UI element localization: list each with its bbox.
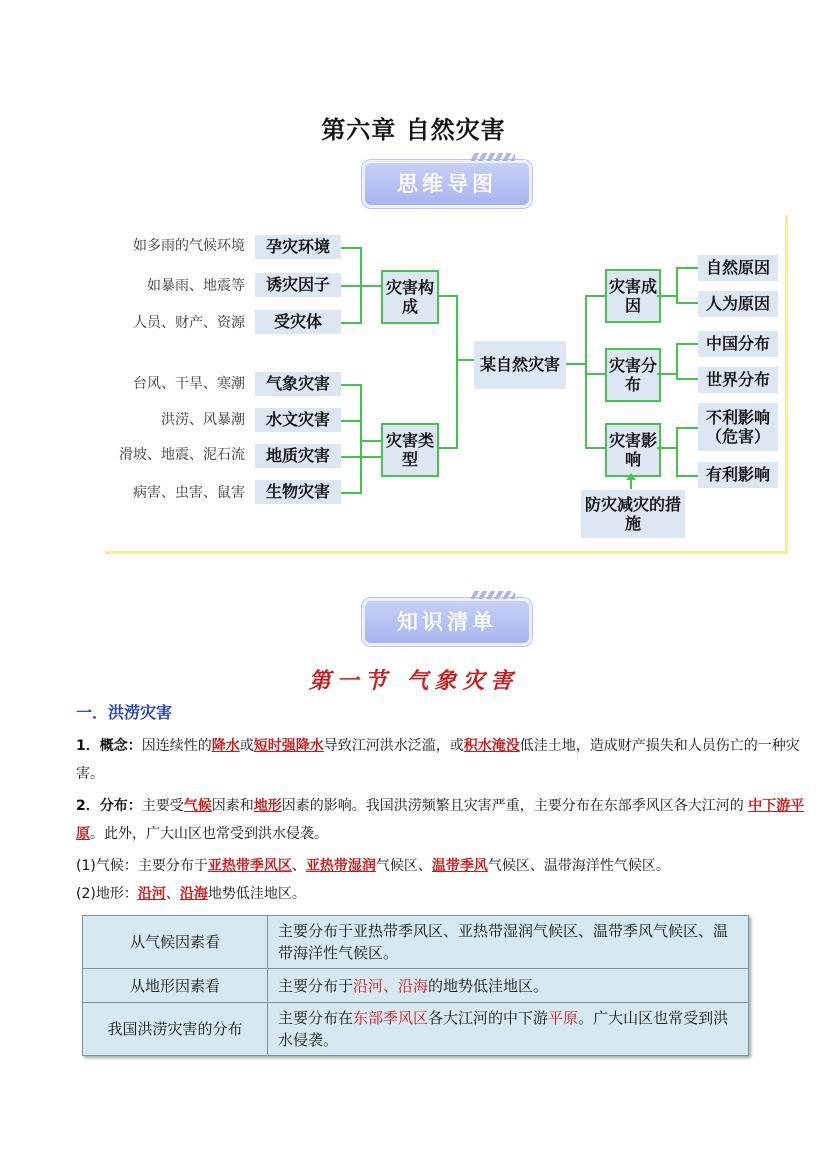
section-title: 第一节 气象灾害: [308, 668, 519, 694]
node-negative-impact: 不利影响（危害）: [698, 403, 778, 451]
concept-text-2: 或: [239, 738, 254, 754]
cell-text: 。广大山区也常受到洪水侵袭。: [278, 1009, 729, 1049]
table-cell-label: 我国洪涝灾害的分布: [83, 1003, 268, 1056]
node-impact: 灾害影响: [605, 423, 661, 477]
note-5: 洪涝、风暴潮: [161, 412, 245, 428]
mindmap-banner: [362, 160, 532, 208]
table-cell-label: 从气候因素看: [83, 916, 268, 969]
note-2: 如暴雨、地震等: [147, 278, 245, 294]
note-7: 病害、虫害、鼠害: [133, 485, 245, 501]
cell-highlight: 东部季风区: [353, 1009, 429, 1027]
cell-text: 主要分布在: [278, 1009, 354, 1027]
terrain-text-1: (2)地形：: [76, 886, 138, 902]
keyword-subtropical-humid: 亚热带湿润: [305, 858, 376, 874]
arrow-up-icon: [626, 473, 636, 480]
keyword-short-heavy-rain: 短时强降水: [253, 738, 324, 754]
distribution-text-2: 因素和: [211, 798, 254, 814]
note-4: 台风、干旱、寒潮: [133, 376, 245, 392]
concept-text-4: 低洼土地，造成财产损失和人员伤亡的一种灾害。: [76, 738, 800, 782]
keyword-terrain: 地形: [253, 798, 282, 814]
cell-highlight: 平原: [548, 1009, 579, 1027]
node-disaster-type: 灾害类型: [381, 423, 439, 477]
table-cell-label: 从地形因素看: [83, 969, 268, 1003]
climate-text-1: (1)气候：主要分布于: [76, 858, 208, 874]
node-natural-cause: 自然原因: [698, 255, 778, 281]
table-cell-content: [268, 969, 749, 1003]
paragraph-concept: [76, 732, 821, 788]
concept-lead: 1．概念：: [76, 738, 142, 754]
note-1: 如多雨的气候环境: [133, 238, 245, 254]
mind-map: [105, 215, 788, 554]
node-prevention: 防灾减灾的措施: [581, 490, 685, 538]
climate-text-3: 气候区、: [375, 858, 432, 874]
keyword-waterlogging: 积水淹没: [463, 738, 520, 754]
node-meteorological: 气象灾害: [255, 372, 341, 396]
knowledge-banner: [362, 598, 532, 646]
cell-text: 各大江河的中下游: [428, 1009, 549, 1027]
paragraph-climate: [76, 852, 821, 880]
node-world-distribution: 世界分布: [698, 367, 778, 393]
table-cell-content: [268, 1003, 749, 1056]
summary-table: [82, 915, 749, 1056]
node-china-distribution: 中国分布: [698, 331, 778, 357]
node-center: 某自然灾害: [474, 341, 566, 389]
table-row: [83, 1003, 749, 1056]
climate-text-4: 气候区、温带海洋性气候区。: [487, 858, 670, 874]
keyword-precipitation: 降水: [211, 738, 240, 754]
distribution-text-3: 因素的影响。我国洪涝频繁且灾害严重，主要分布在东部季风区各大江河的: [281, 798, 749, 814]
mindmap-banner-label: 思维导图: [397, 172, 497, 196]
paragraph-distribution: [76, 792, 821, 848]
node-trigger: 诱灾因子: [255, 273, 341, 297]
cell-text: 的地势低洼地区。: [428, 976, 549, 995]
node-positive-impact: 有利影响: [698, 462, 778, 488]
distribution-lead: 2．分布：: [76, 798, 142, 814]
node-human-cause: 人为原因: [698, 291, 778, 317]
keyword-plain: 中下游平原: [76, 798, 805, 842]
distribution-text-1: 主要受: [141, 798, 184, 814]
node-pregnant-env: 孕灾环境: [255, 235, 341, 259]
node-cause: 灾害成因: [605, 269, 661, 323]
cell-text: 主要分布于: [278, 976, 354, 995]
node-biological: 生物灾害: [255, 480, 341, 504]
keyword-temperate-monsoon: 温带季风: [431, 858, 488, 874]
keyword-subtropical-monsoon: 亚热带季风区: [207, 858, 292, 874]
distribution-text-4: 。此外，广大山区也常受到洪水侵袭。: [90, 826, 328, 842]
paragraph-terrain: [76, 880, 821, 908]
keyword-coastal: 沿海: [179, 886, 208, 902]
stripe-decoration: [471, 153, 515, 161]
cell-text: 主要分布于亚热带季风区、亚热带湿润气候区、温带季风气候区、温带海洋性气候区。: [278, 922, 729, 962]
terrain-text-3: 地势低洼地区。: [207, 886, 306, 902]
keyword-riverside: 沿河: [137, 886, 166, 902]
terrain-text-2: 、: [165, 886, 180, 902]
note-6: 滑坡、地震、泥石流: [119, 447, 245, 463]
keyword-climate: 气候: [183, 798, 212, 814]
knowledge-banner-label: 知识清单: [397, 610, 497, 634]
table-cell-content: [268, 916, 749, 969]
cell-highlight: 沿河、沿海: [353, 976, 429, 995]
node-victim: 受灾体: [255, 310, 341, 334]
note-3: 人员、财产、资源: [133, 315, 245, 331]
node-distribution: 灾害分布: [605, 348, 661, 402]
heading-flood: 一．洪涝灾害: [76, 703, 173, 722]
concept-text-1: 因连续性的: [141, 738, 212, 754]
node-disaster-composition: 灾害构成: [381, 270, 439, 324]
table-row: [83, 916, 749, 969]
stripe-decoration: [471, 591, 515, 599]
node-geological: 地质灾害: [255, 444, 341, 468]
climate-text-2: 、: [291, 858, 306, 874]
page-title: 第六章 自然灾害: [321, 115, 506, 144]
table-row: [83, 969, 749, 1003]
concept-text-3: 导致江河洪水泛滥，或: [323, 738, 464, 754]
node-hydrological: 水文灾害: [255, 408, 341, 432]
